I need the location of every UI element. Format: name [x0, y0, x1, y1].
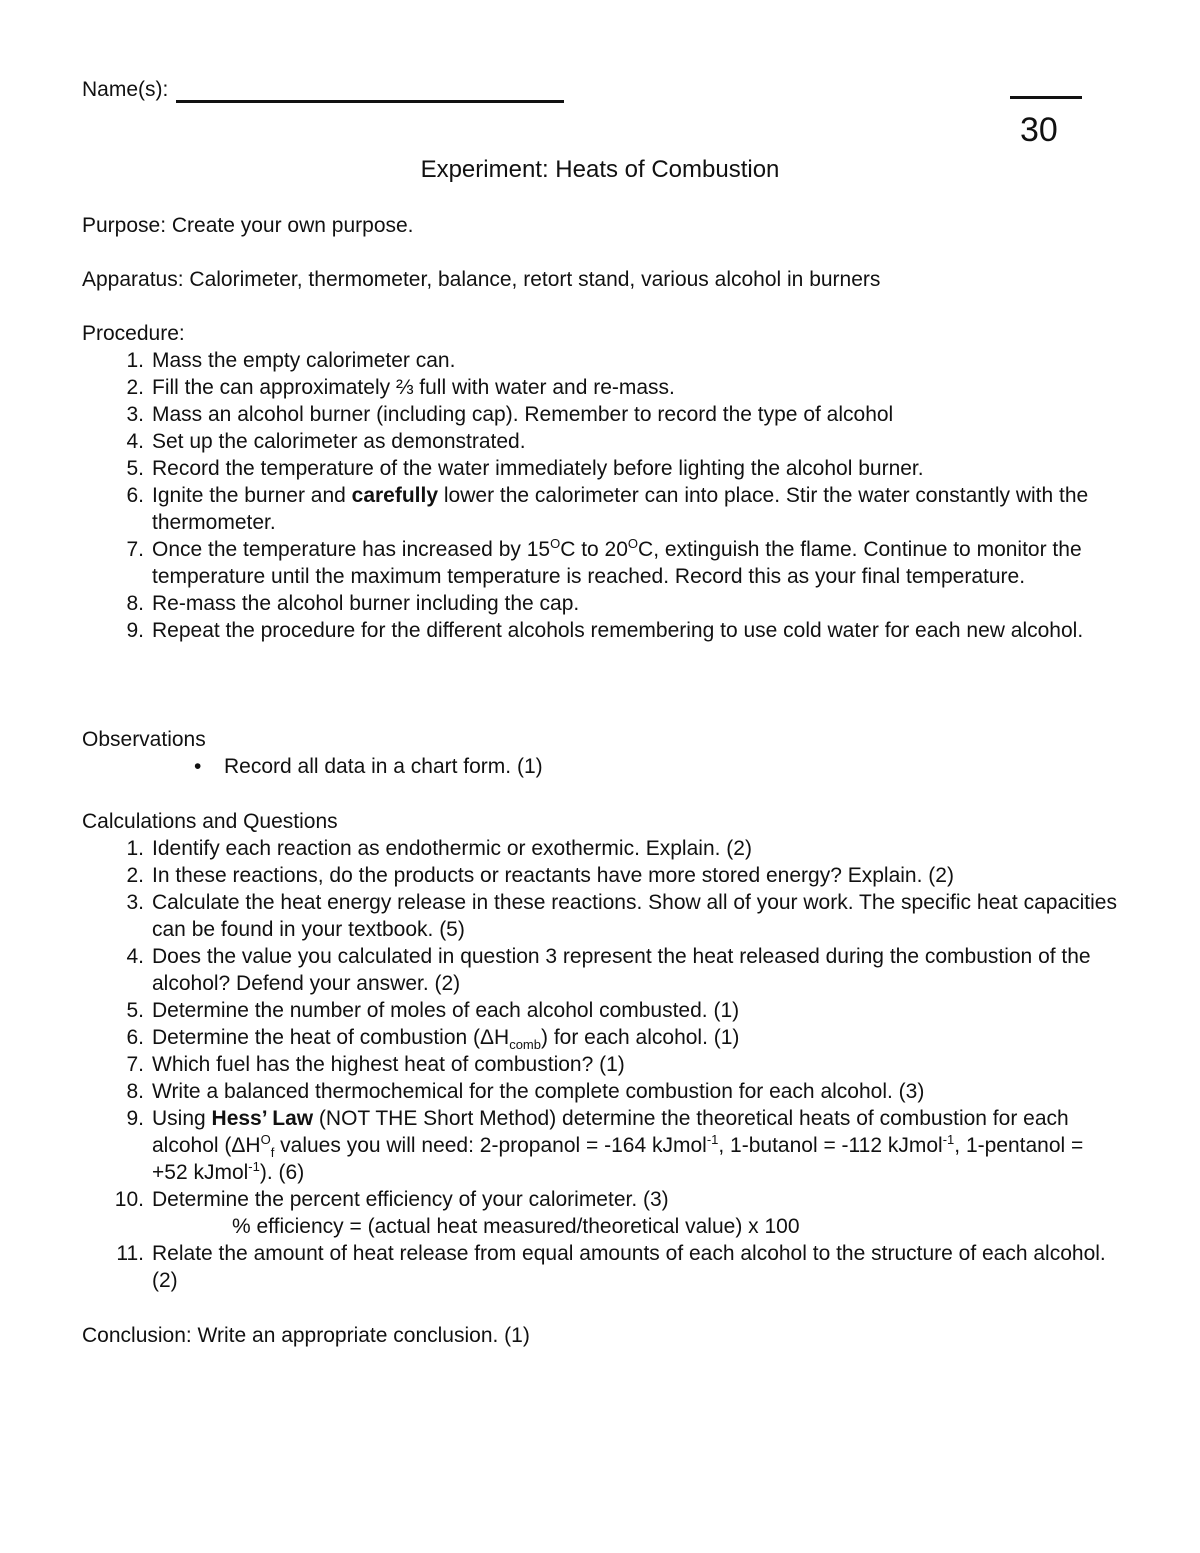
- procedure-section: [82, 320, 1122, 644]
- list-item: 3. Calculate the heat energy release in these reactions. Show all of your work. The specific heat capacities can be found in your textbook. (5): [126, 891, 1117, 941]
- list-item: 4. Set up the calorimeter as demonstrated.: [126, 430, 526, 453]
- score-line: [1010, 96, 1082, 99]
- purpose-line: Purpose: Create your own purpose.: [82, 214, 414, 237]
- score-total: 30: [1020, 111, 1058, 149]
- apparatus-line: Apparatus: Calorimeter, thermometer, balance, retort stand, various alcohol in burners: [82, 268, 881, 291]
- list-item: 10. Determine the percent efficiency of your calorimeter. (3) % efficiency = (actual heat measured/theoretical value) x 100: [82, 1186, 1122, 1240]
- list-item: 2. In these reactions, do the products or reactants have more stored energy? Explain. (2): [126, 864, 954, 887]
- observations-section: [82, 726, 1122, 780]
- list-item: 9. Using Hess’ Law (NOT THE Short Method) determine the theoretical heats of combustion for each alcohol ($\Delta H^O_f$ values you will need: 2-propanol = -164 kJmol$^{-1}$, 1-butanol = -112 kJmol$^{-1}$, 1-pentanol = +52 kJmol$^{-1}$). (6): [126, 1107, 1084, 1184]
- list-item: 7. Which fuel has the highest heat of combustion? (1): [126, 1053, 625, 1076]
- conclusion-line: Conclusion: Write an appropriate conclusion. (1): [82, 1324, 530, 1347]
- page-title: Experiment: Heats of Combustion: [420, 156, 780, 183]
- list-item: 9. Repeat the procedure for the different alcohols remembering to use cold water for each new alcohol.: [126, 619, 1084, 642]
- list-item: 6. Ignite the burner and carefully lower the calorimeter can into place. Stir the water constantly with the thermometer.: [126, 484, 1089, 534]
- name-label: Name(s):: [82, 78, 169, 101]
- procedure-heading: Procedure:: [82, 322, 185, 345]
- list-item: 3. Mass an alcohol burner (including cap). Remember to record the type of alcohol: [126, 403, 894, 426]
- name-blank-line: [176, 80, 564, 103]
- list-item: • Record all data in a chart form. (1): [194, 755, 543, 778]
- questions-list: [82, 835, 1122, 1294]
- list-item: 6. Determine the heat of combustion $(\Delta H_{comb})$ for each alcohol. (1): [126, 1026, 740, 1053]
- list-item: 5. Determine the number of moles of each alcohol combusted. (1): [126, 999, 740, 1022]
- observations-heading: Observations: [82, 728, 206, 751]
- list-item: 7. Once the temperature has increased by $15^OC$ to $20^OC$, extinguish the flame. Continue to monitor the temperature until the maximum temperature is reached. Record this as your final temperature.: [126, 536, 1082, 588]
- list-item: 5. Record the temperature of the water immediately before lighting the alcohol burner.: [126, 457, 924, 480]
- procedure-list: [82, 347, 1122, 644]
- observations-list: [82, 753, 1122, 780]
- list-item: 1. Mass the empty calorimeter can.: [126, 349, 456, 372]
- list-item: 1. Identify each reaction as endothermic or exothermic. Explain. (2): [126, 837, 752, 860]
- questions-section: [82, 808, 1122, 1294]
- efficiency-formula: % efficiency = (actual heat measured/theoretical value) x 100: [232, 1215, 800, 1238]
- list-item: 8. Write a balanced thermochemical for the complete combustion for each alcohol. (3): [126, 1080, 925, 1103]
- list-item: 8. Re-mass the alcohol burner including the cap.: [126, 592, 580, 615]
- list-item: 4. Does the value you calculated in question 3 represent the heat released during the combustion of the alcohol? Defend your answer. (2): [126, 945, 1091, 995]
- questions-heading: Calculations and Questions: [82, 810, 338, 833]
- bullet-icon: •: [194, 755, 202, 778]
- list-item: 2. Fill the can approximately ⅔ full with water and re-mass.: [126, 376, 675, 399]
- list-item: 11. Relate the amount of heat release from equal amounts of each alcohol to the structure of each alcohol. (2): [116, 1242, 1106, 1292]
- name-row: [82, 76, 564, 103]
